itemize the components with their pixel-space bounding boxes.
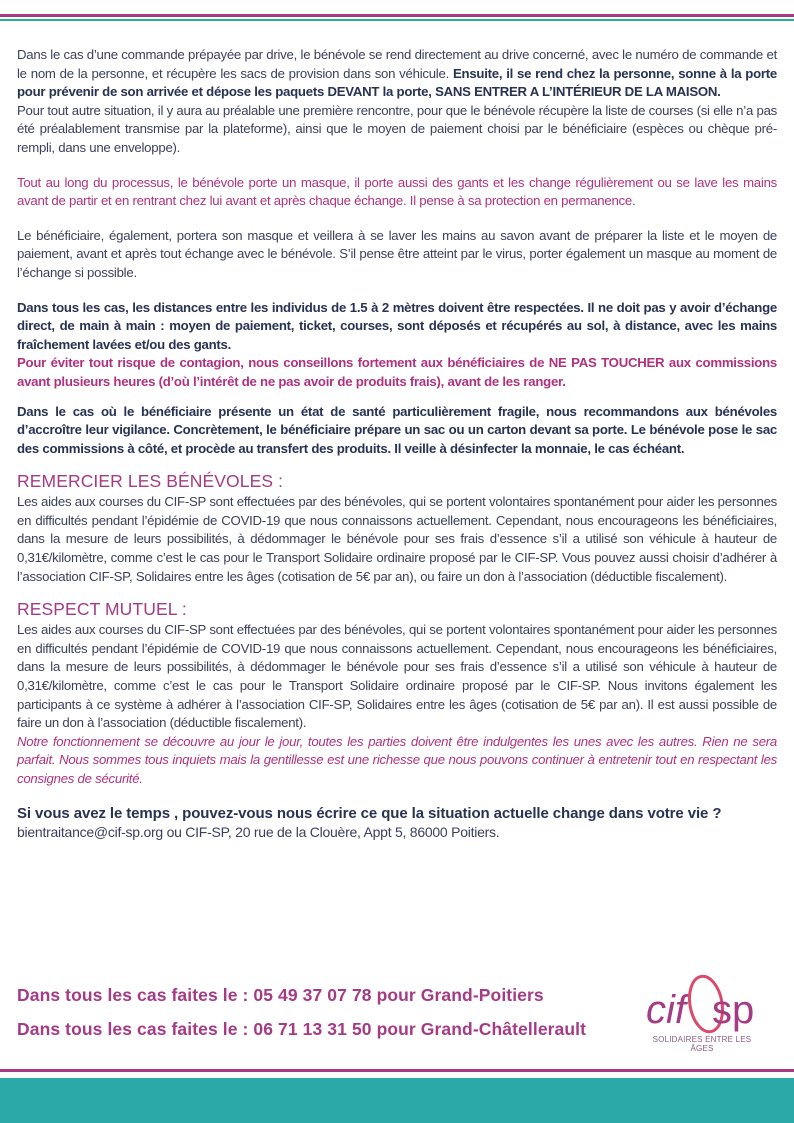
phone-grand-chatellerault: Dans tous les cas faites le : 06 71 13 31 50 pour Grand-Châtellerault [17, 1019, 587, 1039]
contact-question: Si vous avez le temps , pouvez-vous nous écrire ce que la situation actuelle change dans votre vie ? [17, 804, 722, 822]
phone-grand-poitiers: Dans tous les cas faites le : 05 49 37 07 78 pour Grand-Poitiers [17, 985, 544, 1005]
paragraph-drive-text: Dans le cas d’une commande prépayée par drive, le bénévole se rend directement au drive concerné, avec le numéro de commande et le nom de la personne, et récupère les sacs de provision dans son véhicule. [17, 47, 777, 81]
section-title-respect: RESPECT MUTUEL : [17, 599, 187, 620]
section-body-remercier: Les aides aux courses du CIF-SP sont effectuées par des bénévoles, qui se portent volontaires spontanément pour aider les personnes en difficultés pendant l’épidémie de COVID-19 que nous connaissons actuellement. Cependant, nous encourageons les bénéficiaires, dans la mesure de leurs possibilités, à dédommager le bénévole pour ses frais d’essence s’il a utilisé son véhicule à hauteur de 0,31€/kilomètre, comme c’est le cas pour le Transport Solidaire ordinaire proposé par le CIF-SP. Vous pouvez aussi choisir d’adhérer à l’association CIF-SP, Solidaires entre les âges (cotisation de 5€ par an), ou faire un don à l’association (déductible fiscalement). [17, 494, 777, 584]
paragraph-drive [17, 46, 777, 102]
document-body [17, 46, 777, 842]
paragraph-volunteer-protection: Tout au long du processus, le bénévole porte un masque, il porte aussi des gants et les change régulièrement ou se lave les mains avant de partir et en rentrant chez lui avant et après chaque échange. Il pense à sa protection en permanence. [17, 174, 777, 209]
paragraph-distances: Dans tous les cas, les distances entre les individus de 1.5 à 2 mètres doivent être respectées. Il ne doit pas y avoir d’échange direct, de main à main : moyen de paiement, ticket, courses, sont déposés et récupérés au sol, à distance, avec les mains fraîchement lavées et/ou des gants. [17, 299, 777, 352]
contact-address: bientraitance@cif-sp.org ou CIF-SP, 20 rue de la Clouère, Appt 5, 86000 Poitiers. [17, 824, 500, 841]
section-body-respect: Les aides aux courses du CIF-SP sont effectuées par des bénévoles, qui se portent volontaires spontanément pour aider les personnes en difficultés pendant l’épidémie de COVID-19 que nous connaissons actuellement. Cependant, nous encourageons les bénéficiaires, dans la mesure de leurs possibilités, à dédommager le bénévole pour ses frais d’essence s’il a utilisé son véhicule à hauteur de 0,31€/kilomètre, comme c’est le cas pour le Transport Solidaire ordinaire proposé par le CIF-SP. Nous invitons également les participants à ce système à adhérer à l’association CIF-SP, Solidaires entre les âges (cotisation de 5€ par an). Il est aussi possible de faire un don à l’association (déductible fiscalement). [17, 622, 777, 731]
section-italic-respect: Notre fonctionnement se découvre au jour le jour, toutes les parties doivent être indulgentes les unes avec les autres. Rien ne sera parfait. Nous sommes tous inquiets mais la gentillesse est une richesse que nous pouvons continuer à entretenir tout en respectant les consignes de sécurité. [17, 733, 777, 786]
top-teal-stripe [0, 19, 794, 21]
paragraph-fragile-health: Dans le cas où le bénéficiaire présente un état de santé particulièrement fragile, nous recommandons aux bénévoles d’accroître leur vigilance. Concrètement, le bénéficiaire prépare un sac ou un carton devant sa porte. Le bénévole pose le sac des commissions à côté, et procède au transfert des produits. Il veille à désinfecter la monnaie, le cas échéant. [17, 403, 777, 456]
paragraph-other-situation: Pour tout autre situation, il y aura au préalable une première rencontre, pour que le bénévole récupère la liste de courses (si elle n’a pas été préalablement transmise par la plateforme), ainsi que le moyen de paiement choisi par le bénéficiaire (espèces ou chèque pré-rempli, dans une enveloppe). [17, 102, 777, 155]
section-title-remercier: REMERCIER LES BÉNÉVOLES : [17, 471, 284, 492]
paragraph-contagion: Pour éviter tout risque de contagion, nous conseillons fortement aux bénéficiaires de NE PAS TOUCHER aux commissions avant plusieurs heures (d’où l’intérêt de ne pas avoir de produits frais), avant de les ranger. [17, 355, 777, 389]
footer-teal-band [0, 1078, 794, 1123]
top-magenta-stripe [0, 14, 794, 17]
logo-tagline: SOLIDAIRES ENTRE LES ÂGES [652, 1035, 752, 1053]
logo-cif-text: cif [646, 988, 686, 1032]
paragraph-beneficiary-mask: Le bénéficiaire, également, portera son masque et veillera à se laver les mains au savon avant de préparer la liste et le moyen de paiement, avant et après tout échange avec le bénévole. S’il pense être atteint par le virus, porter également un masque au moment de l’échange si possible. [17, 227, 777, 280]
logo-sp-text: sp [712, 988, 755, 1032]
paragraph-drive-bold: Ensuite, il se rend chez la personne, sonne à la porte pour prévenir de son arrivée et dépose les paquets DEVANT la porte, SANS ENTRER A L’INTÉRIEUR DE LA MAISON. [17, 65, 778, 100]
footer-magenta-stripe [0, 1069, 794, 1072]
